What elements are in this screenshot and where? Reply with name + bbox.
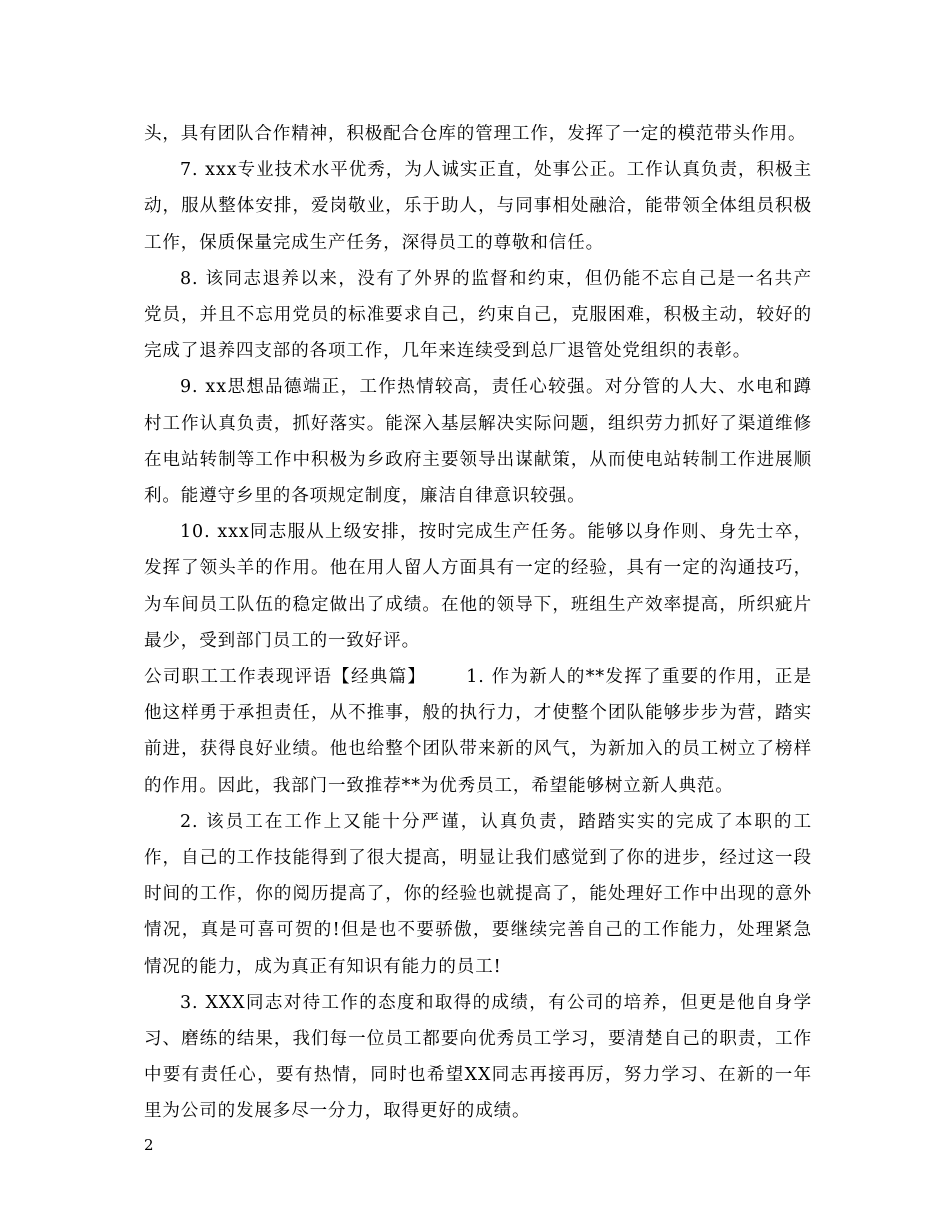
document-body	[144, 116, 812, 1130]
section-paragraph	[144, 659, 812, 804]
section-heading: 公司职工工作表现评语【经典篇】	[144, 667, 427, 688]
section-item-1: 1. 作为新人的**发挥了重要的作用，正是他这样勇于承担责任，从不推事，般的执行力，才使整个团队能够步步为营，踏实前进，获得良好业绩。他也给整个团队带来新的风气，为新加入的员工树立了榜样的作用。因此，我部门一致推荐**为优秀员工，希望能够树立新人典范。	[144, 667, 812, 796]
paragraph-item-8: 8. 该同志退养以来，没有了外界的监督和约束，但仍能不忘自己是一名共产党员，并且不忘用党员的标准要求自己，约束自己，克服困难，积极主动，较好的完成了退养四支部的各项工作，几年来连续受到总厂退管处党组织的表彰。	[144, 268, 812, 362]
paragraph-item-9: 9. xx思想品德端正，工作热情较高，责任心较强。对分管的人大、水电和蹲村工作认真负责，抓好落实。能深入基层解决实际问题，组织劳力抓好了渠道维修在电站转制等工作中积极为乡政府主要领导出谋献策，从而使电站转制工作进展顺利。能遵守乡里的各项规定制度，廉洁自律意识较强。	[144, 377, 812, 507]
paragraph-item-10: 10. xxx同志服从上级安排，按时完成生产任务。能够以身作则、身先士卒，发挥了领头羊的作用。他在用人留人方面具有一定的经验，具有一定的沟通技巧，为车间员工队伍的稳定做出了成绩。在他的领导下，班组生产效率提高，所织疵片最少，受到部门员工的一致好评。	[144, 522, 812, 651]
paragraph-continuation: 头，具有团队合作精神，积极配合仓库的管理工作，发挥了一定的模范带头作用。	[144, 124, 807, 144]
paragraph-item-3: 3. XXX同志对待工作的态度和取得的成绩，有公司的培养，但更是他自身学习、磨练的结果，我们每一位员工都要向优秀员工学习，要清楚自己的职责，工作中要有责任心，要有热情，同时也希望XX同志再接再厉，努力学习、在新的一年里为公司的发展多尽一分力，取得更好的成绩。	[144, 992, 812, 1122]
paragraph-item-2: 2. 该员工在工作上又能十分严谨，认真负责，踏踏实实的完成了本职的工作，自己的工作技能得到了很大提高，明显让我们感觉到了你的进步，经过这一段时间的工作，你的阅历提高了，你的经验也就提高了，能处理好工作中出现的意外情况，真是可喜可贺的!但是也不要骄傲，要继续完善自己的工作能力，处理紧急情况的能力，成为真正有知识有能力的员工!	[144, 811, 812, 977]
page-number: 2	[144, 1136, 154, 1154]
paragraph-item-7: 7. xxx专业技术水平优秀，为人诚实正直，处事公正。工作认真负责，积极主动，服从整体安排，爱岗敬业，乐于助人，与同事相处融洽，能带领全体组员积极工作，保质保量完成生产任务，深得员工的尊敬和信任。	[144, 160, 812, 253]
